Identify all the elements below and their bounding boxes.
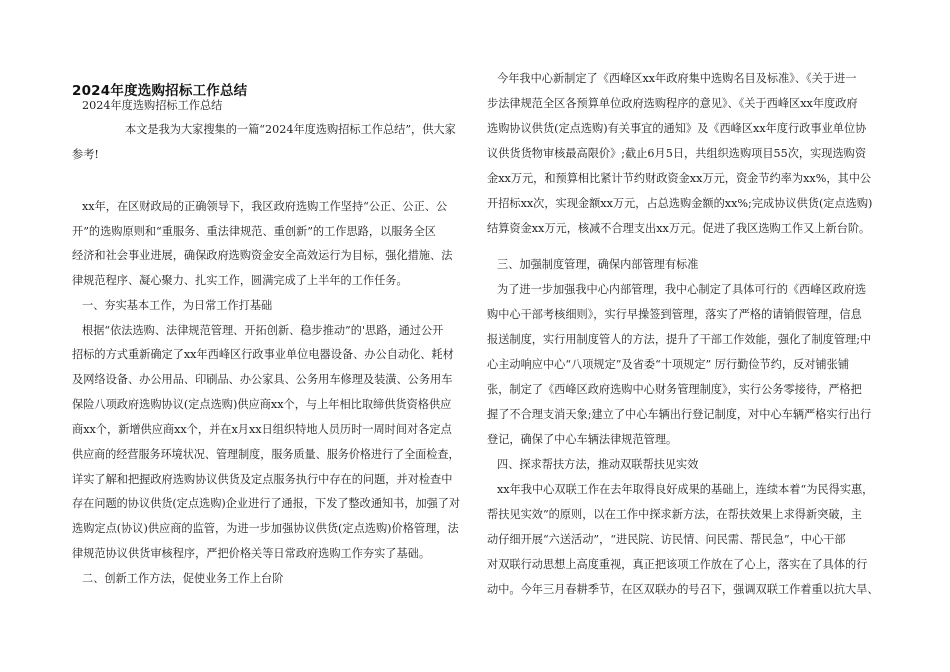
paragraph-line: 步法律规范全区各预算单位政府选购程序的意见》、《关于西峰区xx年度政府 xyxy=(487,97,858,110)
paragraph-line: 二、创新工作方法，促使业务工作上台阶 xyxy=(82,572,284,585)
paragraph-line: 今年我中心新制定了《西峰区xx年政府集中选购名目及标准》、《关于进一 xyxy=(497,72,857,85)
paragraph-line: 开”的选购原则和“重服务、重法律规范、重创新”的工作思路，以服务全区 xyxy=(72,225,436,238)
paragraph-line: 议供货货物审核最高限价》;截止6月5日，共组织选购项目55次，实现选购资 xyxy=(487,147,867,160)
paragraph-line: 2024年度选购招标工作总结 xyxy=(82,99,223,112)
paragraph-line: 四、探求帮扶方法，推动双联帮扶见实效 xyxy=(497,458,699,471)
paragraph-line: 详实了解和把握政府选购协议供货及定点服务执行中存在的问题，并对检查中 xyxy=(72,473,453,486)
paragraph-line: 结算资金xx万元，核减不合理支出xx万元。促进了我区选购工作又上新台阶。 xyxy=(487,222,871,235)
paragraph-line: 报送制度，实行用制度管人的方法，提升了干部工作效能，强化了制度管理;中 xyxy=(487,333,872,346)
paragraph-line: 商xx个，新增供应商xx个，并在x月xx日组织特地人员历时一周时间对各定点 xyxy=(72,423,452,436)
paragraph-line: 选购协议供货(定点选购)有关事宜的通知》及《西峰区xx年度行政事业单位协 xyxy=(487,122,867,135)
paragraph-line: xx年，在区财政局的正确领导下，我区政府选购工作坚持“公正、公正、公 xyxy=(82,200,448,213)
paragraph-line: 三、加强制度管理，确保内部管理有标准 xyxy=(497,258,699,271)
paragraph-line: 律规范程序、凝心聚力、扎实工作，圆满完成了上半年的工作任务。 xyxy=(72,274,408,287)
paragraph-line: 一、夯实基本工作，为日常工作打基础 xyxy=(82,299,273,312)
document-title: 2024年度选购招标工作总结 xyxy=(72,83,248,99)
paragraph-line: 握了不合理支消天象;建立了中心车辆出行登记制度，对中心车辆严格实行出行 xyxy=(487,408,872,421)
paragraph-line: 保险八项政府选购协议(定点选购)供应商xx个，与上年相比取缔供货资格供应 xyxy=(72,398,452,411)
paragraph-line: 存在问题的协议供货(定点选购)企业进行了通报，下发了整改通知书，加强了对 xyxy=(72,497,461,510)
paragraph-line: 参考! xyxy=(72,148,99,161)
paragraph-line: xx年我中心双联工作在去年取得良好成果的基础上，连续本着“为民得实惠， xyxy=(497,483,874,496)
paragraph-line: 律规范协议供货审核程序，严把价格关等日常政府选购工作夯实了基础。 xyxy=(72,547,431,560)
paragraph-line: 登记，确保了中心车辆法律规范管理。 xyxy=(487,433,678,446)
paragraph-line: 招标的方式重新确定了xx年西峰区行政事业单位电器设备、办公自动化、耗材 xyxy=(72,348,454,361)
paragraph-line: 为了进一步加强我中心内部管理，我中心制定了具体可行的《西峰区政府选 xyxy=(497,283,867,296)
paragraph-line: 心主动响应中心“八项规定”及省委“十项规定” 厉行勤俭节约，反对铺张铺 xyxy=(487,358,850,371)
paragraph-line: 动仔细开展“六送活动”，“进民院、访民情、问民需、帮民急”，中心干部 xyxy=(487,533,846,546)
paragraph-line: 根据“依法选购、法律规范管理、开拓创新、稳步推动”的'思路，通过公开 xyxy=(82,324,444,337)
paragraph-line: 购中心干部考核细则》，实行早操签到管理，落实了严格的请销假管理，信息 xyxy=(487,308,862,321)
paragraph-line: 开招标xx次，实现金额xx万元，占总选购金额的xx%;完成协议供货(定点选购) xyxy=(487,197,873,210)
paragraph-line: 选购定点(协议)供应商的监管，为进一步加强协议供货(定点选购)价格管理，法 xyxy=(72,522,459,535)
paragraph-line: 经济和社会事业进展，确保政府选购资金安全高效运行为目标，强化措施、法 xyxy=(72,249,453,262)
paragraph-line: 及网络设备、办公用品、印刷品、办公家具、公务用车修理及装潢、公务用车 xyxy=(72,373,453,386)
paragraph-line: 供应商的经营服务环境状况、管理制度，服务质量、服务价格进行了全面检查， xyxy=(72,448,460,461)
paragraph-line: 金xx万元，和预算相比紧计节约财政资金xx万元，资金节约率为xx%，其中公 xyxy=(487,172,872,185)
paragraph-line: 对双联行动思想上高度重视，真正把该项工作放在了心上，落实在了具体的行 xyxy=(487,558,868,571)
paragraph-line: 张，制定了《西峰区政府选购中心财务管理制度》，实行公务零接待，严格把 xyxy=(487,383,862,396)
paragraph-line: 帮扶见实效”的原则，以在工作中探求新方法，在帮扶效果上求得新突破，主 xyxy=(487,508,862,521)
paragraph-line: 动中。今年三月春耕季节，在区双联办的号召下，强调双联工作着重以抗大旱、 xyxy=(487,583,879,596)
paragraph-line: 本文是我为大家搜集的一篇“2024年度选购招标工作总结”，供大家 xyxy=(125,123,456,136)
